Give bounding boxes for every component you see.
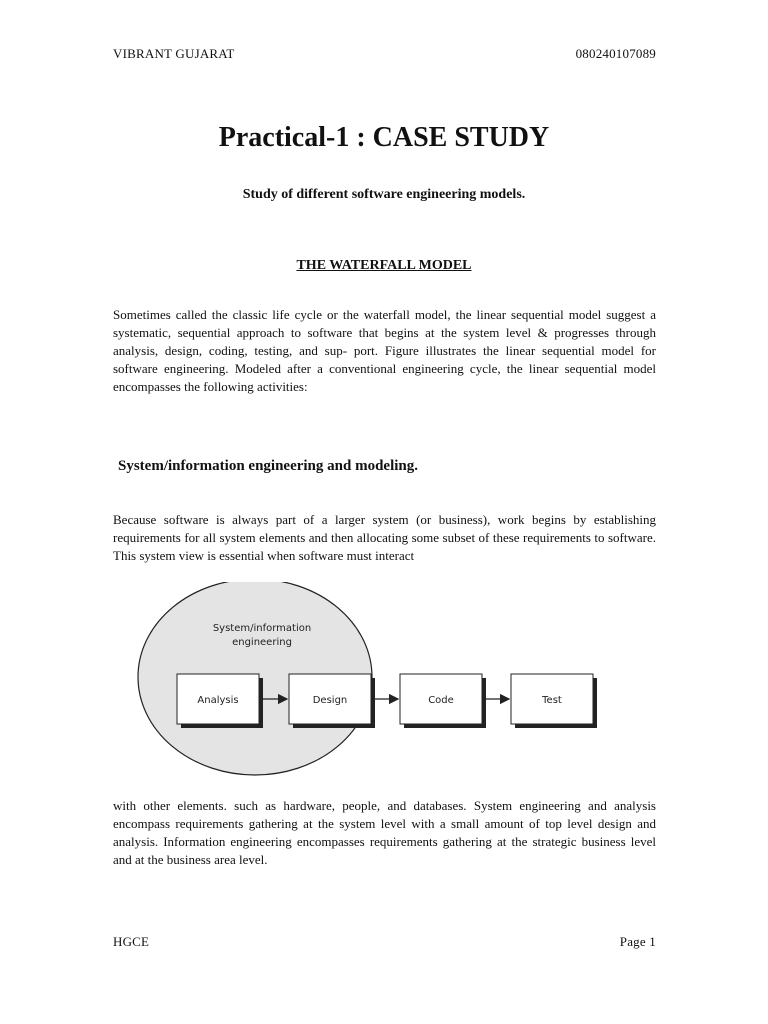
footer-left-text: HGCE [113,934,150,949]
continuation-paragraph: with other elements. such as hardware, people, and databases. System engineering and analysis encompass requirements gathering at the system level with a small amount of top level design and analysis. Information engineering encompasses requirements gathering at the strategic business level and at the business area level. [113,798,656,867]
page-subtitle: Study of different software engineering models. [242,187,526,202]
subsection-heading: System/information engineering and modeling. [118,458,419,474]
test-label: Test [542,695,562,706]
header-right-text: 080240107089 [575,46,656,61]
section-title: THE WATERFALL MODEL [296,258,472,273]
header-left-text: VIBRANT GUJARAT [113,46,235,61]
waterfall-diagram [130,582,610,782]
ellipse-label-line2: engineering [232,637,292,648]
code-label: Code [428,695,454,706]
intro-paragraph: Sometimes called the classic life cycle or the waterfall model, the linear sequential model suggest a systematic, sequential approach to software that begins at the system level & progresses through analysis, design, coding, testing, and sup- port. Figure illustrates the linear sequential model for software engineering. Modeled after a conventional engineering cycle, the linear sequential model encompasses the following activities: [113,307,656,394]
design-label: Design [312,695,348,706]
system-view-paragraph: Because software is always part of a larger system (or business), work begins by establishing requirements for all system elements and then allocating some subset of these requirements to software. This system view is essential when software must interact [113,512,656,563]
analysis-label: Analysis [197,695,239,706]
page-title: Practical-1 : CASE STUDY [218,122,550,153]
ellipse-label-line1: System/information [212,623,312,634]
footer-page-number: Page 1 [619,934,656,949]
